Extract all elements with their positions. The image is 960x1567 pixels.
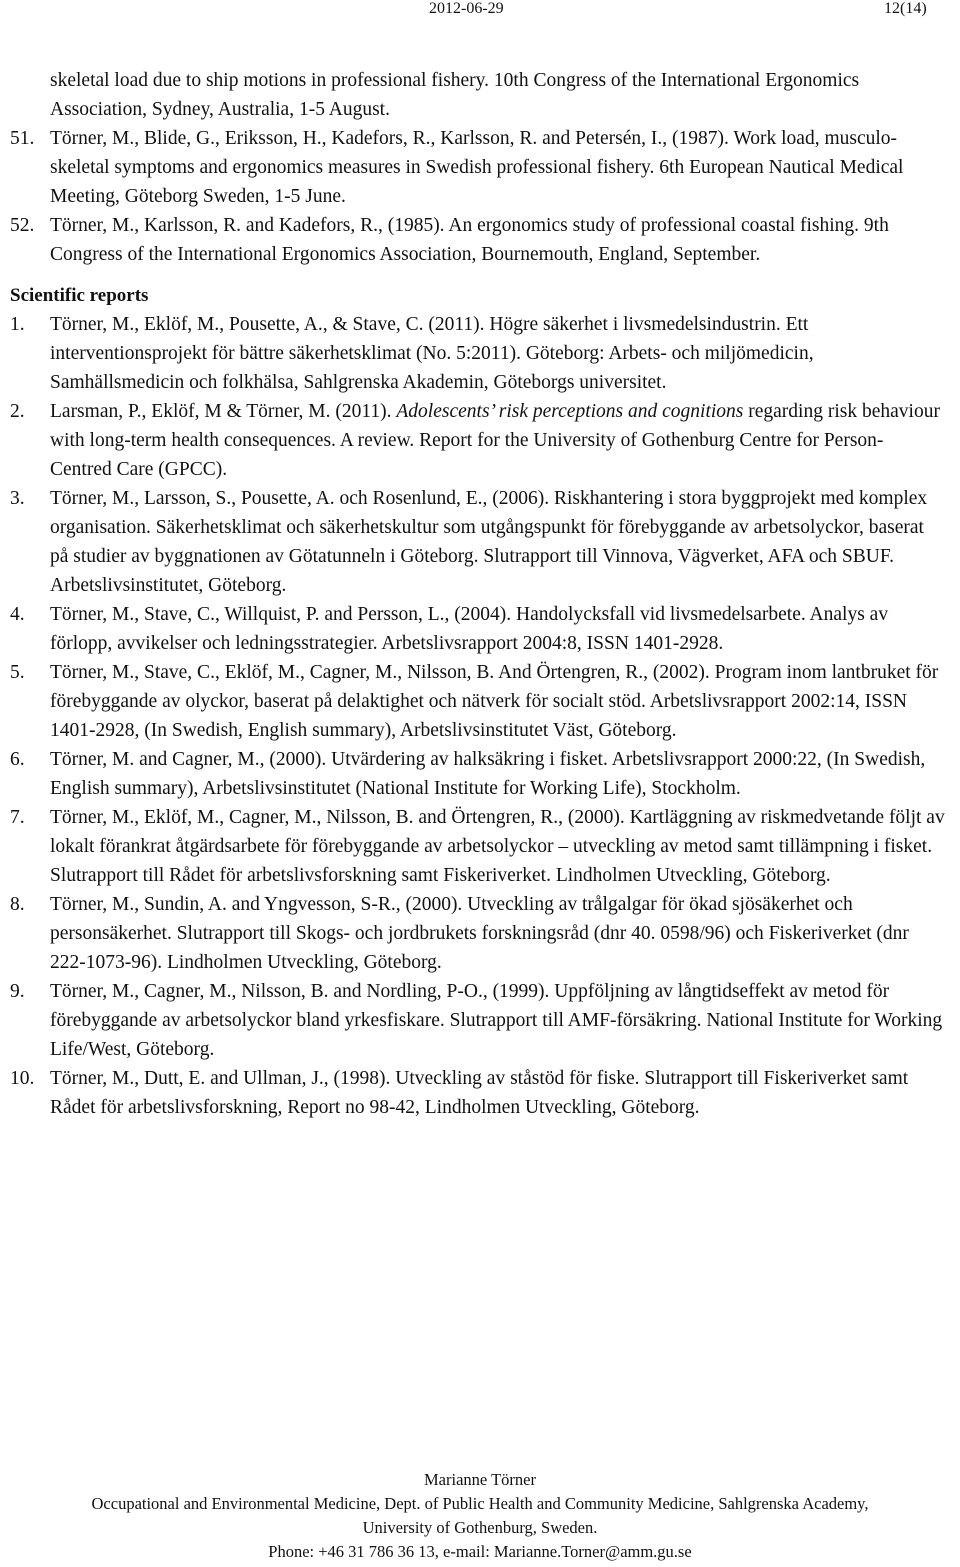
report-text: Törner, M., Eklöf, M., Cagner, M., Nilsson, B. and Örtengren, R., (2000). Kartläggning av riskmedvetande följt av lokalt förankrat åtgärdsarbete för förebyggande av arbetsolyckor – utveckling av metod samt tillämpning i fisket. Slutrapport till Rådet för arbetslivsforskning samt Fiskeriverket. Lindholmen Utveckling, Göteborg.: [50, 807, 945, 886]
report-item: [10, 803, 945, 890]
document-body: [10, 66, 945, 1122]
report-text: Törner, M., Stave, C., Eklöf, M., Cagner, M., Nilsson, B. And Örtengren, R., (2002). Program inom lantbruket för förebyggande av olyckor, baserat på delaktighet och nätverk för socialt stöd. Arbetslivsrapport 2002:14, ISSN 1401-2928, (In Swedish, English summary), Arbetslivsinstitutet Väst, Göteborg.: [50, 662, 939, 741]
report-number: 7.: [10, 807, 25, 828]
report-number: 9.: [10, 981, 25, 1002]
report-text: Törner, M., Larsson, S., Pousette, A. och Rosenlund, E., (2006). Riskhantering i stora byggprojekt med komplex organisation. Säkerhetsklimat och säkerhetskultur som utgångspunkt för förebyggande av arbetsolyckor, baserat på studier av byggnationen av Götatunneln i Göteborg. Slutrapport till Vinnova, Vägverket, AFA och SBUF. Arbetslivsinstitutet, Göteborg.: [50, 488, 928, 596]
report-number: 6.: [10, 749, 25, 770]
reference-continued: [10, 66, 945, 124]
reference-item: [10, 211, 945, 269]
report-text: Törner, M. and Cagner, M., (2000). Utvärdering av halksäkring i fisket. Arbetslivsrapport 2000:22, (In Swedish, English summary), Arbetslivsinstitutet (National Institute for Working Life), Stockholm.: [50, 749, 926, 799]
header-date: 2012-06-29: [429, 0, 504, 17]
report-text: Törner, M., Eklöf, M., Pousette, A., & Stave, C. (2011). Högre säkerhet i livsmedelsindustrin. Ett interventionsprojekt för bättre säkerhetsklimat (No. 5:2011). Göteborg: Arbets- och miljömedicin, Samhällsmedicin och folkhälsa, Sahlgrenska Akademin, Göteborgs universitet.: [50, 314, 814, 393]
footer-university: University of Gothenburg, Sweden.: [362, 1518, 598, 1537]
report-item: [10, 977, 945, 1064]
report-item: [10, 600, 945, 658]
report-number: 8.: [10, 894, 25, 915]
report-number: 1.: [10, 314, 25, 335]
report-item: [10, 890, 945, 977]
page-footer: [0, 1468, 960, 1564]
report-number: 10.: [10, 1068, 35, 1089]
report-text: Törner, M., Cagner, M., Nilsson, B. and Nordling, P-O., (1999). Uppföljning av långtidseffekt av metod för förebyggande av arbetsolyckor bland yrkesfiskare. Slutrapport till AMF-försäkring. National Institute for Working Life/West, Göteborg.: [50, 981, 943, 1060]
reference-number: 51.: [10, 128, 35, 149]
report-number: 4.: [10, 604, 25, 625]
report-number: 3.: [10, 488, 25, 509]
report-item: [10, 745, 945, 803]
report-text-rest: regarding risk behaviour with long-term health consequences. A review. Report for the University of Gothenburg Centre for Person-Centred Care (GPCC).: [50, 401, 940, 480]
header-page-number: 12(14): [884, 0, 927, 17]
reference-text: Törner, M., Karlsson, R. and Kadefors, R., (1985). An ergonomics study of professional coastal fishing. 9th Congress of the International Ergonomics Association, Bournemouth, England, September.: [50, 215, 889, 265]
footer-contact: Phone: +46 31 786 36 13, e-mail: Marianne.Torner@amm.gu.se: [268, 1542, 692, 1561]
reference-item: [10, 124, 945, 211]
report-number: 2.: [10, 401, 25, 422]
reference-number: 52.: [10, 215, 35, 236]
report-text: [50, 397, 945, 484]
report-item: [10, 658, 945, 745]
footer-author-name: Marianne Törner: [424, 1470, 536, 1489]
report-text-authors: Larsman, P., Eklöf, M & Törner, M. (2011).: [50, 401, 397, 422]
page-header: [0, 0, 960, 24]
report-text: Törner, M., Sundin, A. and Yngvesson, S-R., (2000). Utveckling av trålgalgar för ökad sjösäkerhet och personsäkerhet. Slutrapport till Skogs- och jordbrukets forskningsråd (dnr 40. 0598/96) och Fiskeriverket (dnr 222-1073-96). Lindholmen Utveckling, Göteborg.: [50, 894, 909, 973]
section-heading-scientific-reports: Scientific reports: [10, 285, 149, 306]
report-item: [10, 484, 945, 600]
reference-text: skeletal load due to ship motions in professional fishery. 10th Congress of the International Ergonomics Association, Sydney, Australia, 1-5 August.: [50, 70, 860, 120]
report-item: [10, 310, 945, 397]
report-text: Törner, M., Dutt, E. and Ullman, J., (1998). Utveckling av ståstöd för fiske. Slutrapport till Fiskeriverket samt Rådet för arbetslivsforskning, Report no 98-42, Lindholmen Utveckling, Göteborg.: [50, 1068, 909, 1118]
reference-text: Törner, M., Blide, G., Eriksson, H., Kadefors, R., Karlsson, R. and Petersén, I., (1987). Work load, musculo-skeletal symptoms and ergonomics measures in Swedish professional fishery. 6th European Nautical Medical Meeting, Göteborg Sweden, 1-5 June.: [50, 128, 904, 207]
report-number: 5.: [10, 662, 25, 683]
report-text: Törner, M., Stave, C., Willquist, P. and Persson, L., (2004). Handolycksfall vid livsmedelsarbete. Analys av förlopp, avvikelser och ledningsstrategier. Arbetslivsrapport 2004:8, ISSN 1401-2928.: [50, 604, 889, 654]
report-item: [10, 1064, 945, 1122]
report-title-italic: Adolescents’ risk perceptions and cognitions: [396, 401, 744, 422]
footer-affiliation: Occupational and Environmental Medicine, Dept. of Public Health and Community Medicine, Sahlgrenska Academy,: [91, 1494, 869, 1513]
report-item: [10, 397, 945, 484]
